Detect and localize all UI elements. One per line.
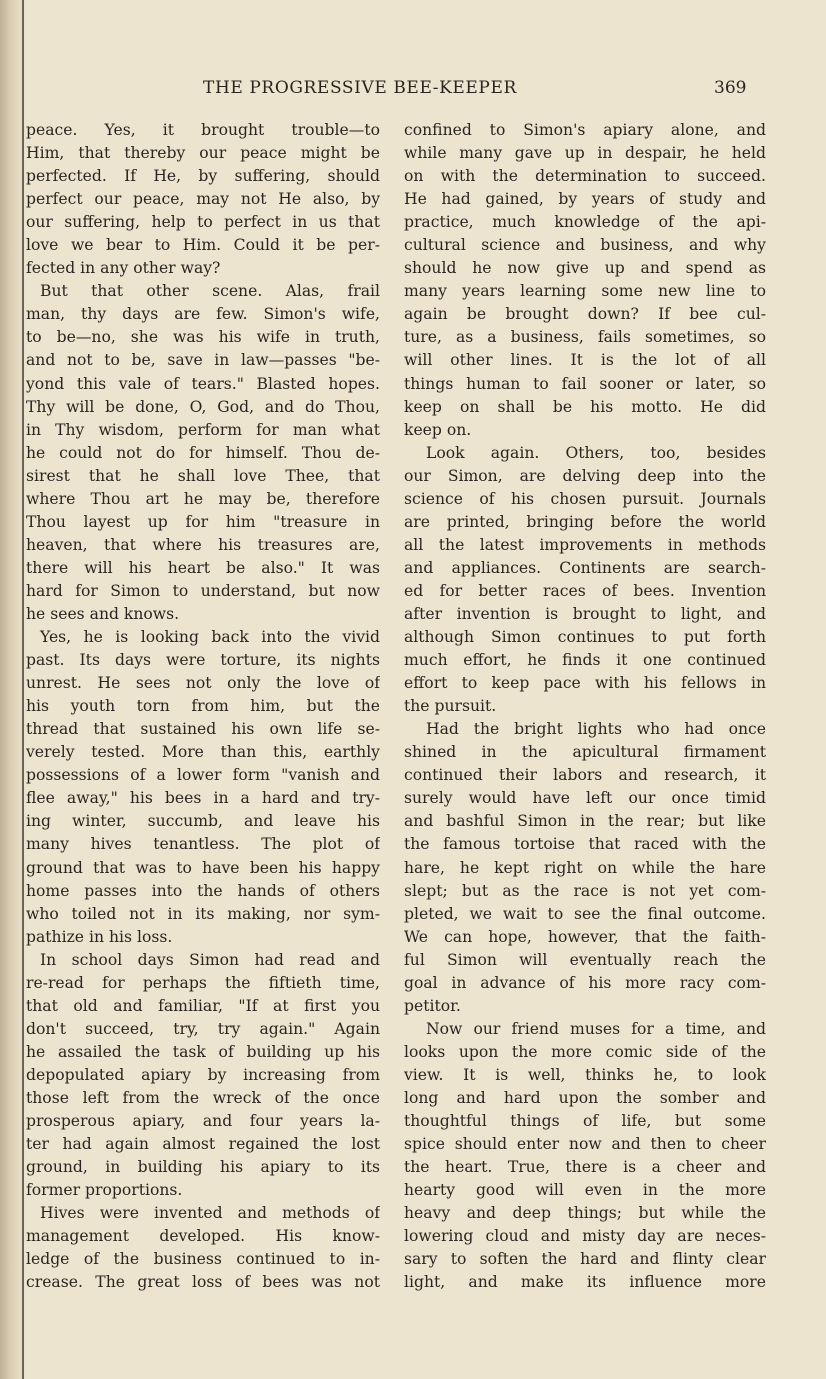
- text-line: will other lines. It is the lot of all: [404, 351, 766, 370]
- text-line: shined in the apicultural firmament: [404, 743, 766, 762]
- text-line: who toiled not in its making, nor sym-: [26, 904, 380, 923]
- text-line: keep on.: [404, 420, 472, 439]
- text-line: home passes into the hands of others: [26, 881, 380, 900]
- text-line: continued their labors and research, it: [404, 766, 766, 785]
- text-line: many years learning some new line to: [404, 282, 766, 301]
- text-line: that old and familiar, "If at first you: [26, 996, 380, 1015]
- text-line: science of his chosen pursuit. Journals: [404, 489, 766, 508]
- text-line: he assailed the task of building up his: [26, 1042, 380, 1061]
- text-line: Hives were invented and methods of: [40, 1204, 380, 1223]
- text-line: thread that sustained his own life se-: [26, 720, 380, 739]
- text-line: ing winter, succumb, and leave his: [26, 812, 380, 831]
- text-line: thoughtful things of life, but some: [404, 1112, 766, 1131]
- text-line: re-read for perhaps the fiftieth time,: [26, 973, 380, 992]
- text-line: and not to be, save in law—passes "be-: [26, 351, 380, 370]
- text-line: he could not do for himself. Thou de-: [26, 443, 380, 462]
- text-line: things human to fail sooner or later, so: [404, 374, 766, 393]
- text-line: all the latest improvements in methods: [404, 535, 766, 554]
- text-line: ledge of the business continued to in-: [26, 1250, 380, 1269]
- text-line: past. Its days were torture, its nights: [26, 651, 380, 670]
- text-line: should he now give up and spend as: [404, 259, 766, 278]
- text-line: Thou layest up for him "treasure in: [26, 512, 380, 531]
- text-line: ed for better races of bees. Invention: [404, 581, 766, 600]
- text-line: while many gave up in despair, he held: [404, 144, 766, 163]
- text-line: pleted, we wait to see the final outcome.: [404, 904, 766, 923]
- text-line: although Simon continues to put forth: [404, 628, 766, 647]
- text-line: practice, much knowledge of the api-: [404, 213, 766, 232]
- text-line: possessions of a lower form "vanish and: [26, 766, 380, 785]
- text-line: flee away," his bees in a hard and try-: [26, 789, 380, 808]
- text-line: fected in any other way?: [26, 259, 221, 278]
- text-line: our suffering, help to perfect in us that: [26, 213, 380, 232]
- text-line: goal in advance of his more racy com-: [404, 973, 766, 992]
- text-line: Yes, he is looking back into the vivid: [40, 628, 380, 647]
- text-line: perfected. If He, by suffering, should: [26, 167, 380, 186]
- text-line: long and hard upon the somber and: [404, 1088, 766, 1107]
- text-line: hare, he kept right on while the hare: [404, 858, 766, 877]
- text-line: surely would have left our once timid: [404, 789, 766, 808]
- text-line: Look again. Others, too, besides: [426, 443, 766, 462]
- text-line: crease. The great loss of bees was not: [26, 1273, 380, 1292]
- text-line: Thy will be done, O, God, and do Thou,: [26, 397, 380, 416]
- text-line: In school days Simon had read and: [40, 950, 380, 969]
- text-line: love we bear to Him. Could it be per-: [26, 236, 380, 255]
- text-line: there will his heart be also." It was: [26, 558, 380, 577]
- text-line: He had gained, by years of study and: [404, 190, 766, 209]
- text-line: sary to soften the hard and flinty clear: [404, 1250, 766, 1269]
- text-line: those left from the wreck of the once: [26, 1088, 380, 1107]
- text-line: slept; but as the race is not yet com-: [404, 881, 766, 900]
- text-line: where Thou art he may be, therefore: [26, 489, 380, 508]
- text-line: after invention is brought to light, and: [404, 604, 766, 623]
- text-line: view. It is well, thinks he, to look: [404, 1065, 766, 1084]
- text-line: in Thy wisdom, perform for man what: [26, 420, 380, 439]
- text-line: he sees and knows.: [26, 604, 180, 623]
- text-line: and bashful Simon in the rear; but like: [404, 812, 766, 831]
- text-line: prosperous apiary, and four years la-: [26, 1112, 380, 1131]
- text-line: his youth torn from him, but the: [26, 697, 380, 716]
- text-line: ter had again almost regained the lost: [26, 1135, 380, 1154]
- text-line: light, and make its influence more: [404, 1273, 766, 1292]
- text-line: spice should enter now and then to cheer: [404, 1135, 766, 1154]
- text-line: verely tested. More than this, earthly: [26, 743, 380, 762]
- text-line: the heart. True, there is a cheer and: [404, 1158, 766, 1177]
- running-title: THE PROGRESSIVE BEE-KEEPER: [203, 78, 517, 98]
- text-line: the famous tortoise that raced with the: [404, 835, 766, 854]
- text-line: pathize in his loss.: [26, 927, 173, 946]
- text-line: many hives tenantless. The plot of: [26, 835, 380, 854]
- text-line: confined to Simon's apiary alone, and: [404, 121, 766, 139]
- binding-edge: [22, 0, 24, 1379]
- text-line: hearty good will even in the more: [404, 1181, 766, 1200]
- text-line: petitor.: [404, 996, 461, 1015]
- text-line: former proportions.: [26, 1181, 183, 1200]
- text-line: But that other scene. Alas, frail: [40, 282, 380, 301]
- text-line: We can hope, however, that the faith-: [404, 927, 766, 946]
- text-line: perfect our peace, may not He also, by: [26, 190, 380, 209]
- text-line: again be brought down? If bee cul-: [404, 305, 766, 324]
- text-line: Him, that thereby our peace might be: [26, 144, 380, 163]
- text-line: our Simon, are delving deep into the: [404, 466, 766, 485]
- text-line: on with the determination to succeed.: [404, 167, 766, 186]
- text-line: ground, in building his apiary to its: [26, 1158, 380, 1177]
- text-line: sirest that he shall love Thee, that: [26, 466, 380, 485]
- left-text-column: [26, 119, 380, 1294]
- page-header: [0, 78, 826, 106]
- right-text-column: [404, 119, 766, 1294]
- text-line: heavy and deep things; but while the: [404, 1204, 766, 1223]
- text-line: depopulated apiary by increasing from: [26, 1065, 380, 1084]
- text-line: the pursuit.: [404, 697, 497, 716]
- text-line: Had the bright lights who had once: [426, 720, 766, 739]
- text-line: ground that was to have been his happy: [26, 858, 380, 877]
- text-line: lowering cloud and misty day are neces-: [404, 1227, 766, 1246]
- text-line: cultural science and business, and why: [404, 236, 766, 255]
- text-line: are printed, bringing before the world: [404, 512, 766, 531]
- page-number: 369: [714, 78, 747, 98]
- text-line: don't succeed, try, try again." Again: [26, 1019, 380, 1038]
- text-line: hard for Simon to understand, but now: [26, 581, 380, 600]
- text-line: looks upon the more comic side of the: [404, 1042, 766, 1061]
- text-line: yond this vale of tears." Blasted hopes.: [26, 374, 380, 393]
- text-line: man, thy days are few. Simon's wife,: [26, 305, 380, 324]
- text-line: to be—no, she was his wife in truth,: [26, 328, 380, 347]
- text-line: unrest. He sees not only the love of: [26, 674, 380, 693]
- text-line: heaven, that where his treasures are,: [26, 535, 380, 554]
- text-line: much effort, he finds it one continued: [404, 651, 766, 670]
- text-line: peace. Yes, it brought trouble—to: [26, 121, 380, 139]
- text-line: and appliances. Continents are search-: [404, 558, 766, 577]
- text-line: keep on shall be his motto. He did: [404, 397, 766, 416]
- text-line: Now our friend muses for a time, and: [426, 1019, 766, 1038]
- text-line: management developed. His know-: [26, 1227, 380, 1246]
- text-line: ful Simon will eventually reach the: [404, 950, 766, 969]
- text-line: effort to keep pace with his fellows in: [404, 674, 766, 693]
- text-line: ture, as a business, fails sometimes, so: [404, 328, 766, 347]
